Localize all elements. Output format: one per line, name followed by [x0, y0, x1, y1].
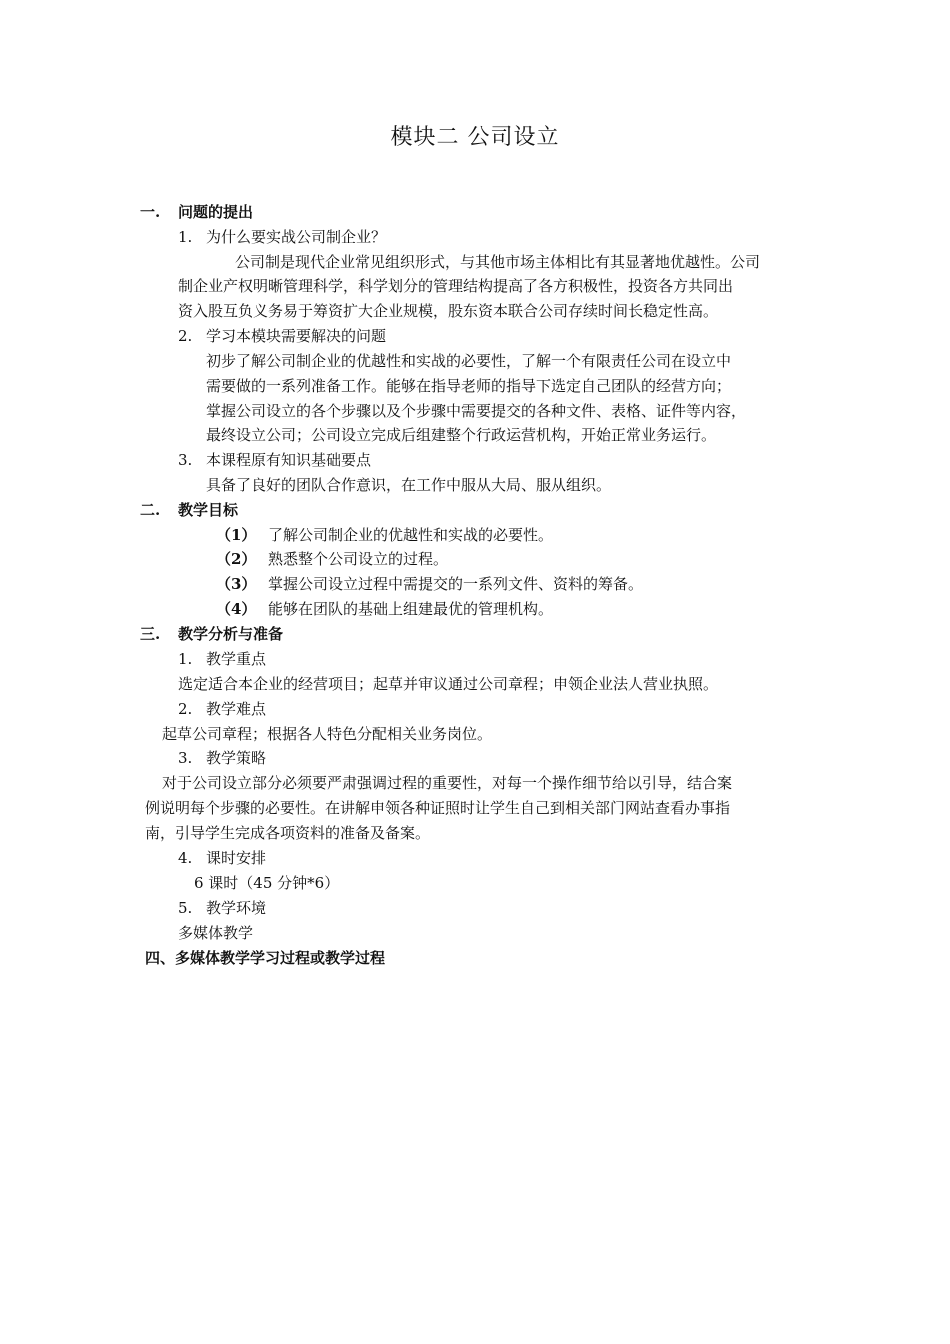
s3-item-5 [178, 898, 266, 918]
s3-item-4-label: 课时安排 [206, 849, 267, 867]
goal-text: 掌握公司设立过程中需提交的一系列文件、资料的筹备。 [268, 575, 644, 593]
s1-item-1-label: 为什么要实战公司制企业？ [206, 228, 387, 246]
s1-item-3-label: 本课程原有知识基础要点 [206, 451, 372, 469]
section-3-title: 教学分析与准备 [178, 625, 284, 643]
s1-item-1-number: 1. [178, 228, 193, 246]
goal-number: （4） [216, 600, 257, 618]
section-1-heading [140, 202, 253, 222]
s3-item-2 [178, 699, 266, 719]
goal-text: 能够在团队的基础上组建最优的管理机构。 [268, 600, 554, 618]
s3-item-3 [178, 748, 266, 768]
section-1-number: 一. [140, 203, 161, 221]
goal-number: （2） [216, 550, 257, 568]
s3-item-4-number: 4. [178, 849, 193, 867]
s3-item-1 [178, 649, 266, 669]
s1-item-1 [178, 227, 386, 247]
goal-number: （1） [216, 526, 257, 544]
s3-paragraph-4: 6 课时（45 分钟*6） [194, 874, 340, 892]
s3-item-5-label: 教学环境 [206, 899, 267, 917]
s3-item-4 [178, 848, 266, 868]
s3-paragraph-1: 选定适合本企业的经营项目；起草并审议通过公司章程；申领企业法人营业执照。 [178, 675, 719, 693]
s3-item-1-label: 教学重点 [206, 650, 267, 668]
s1-paragraph-2-line-4: 最终设立公司；公司设立完成后组建整个行政运营机构，开始正常业务运行。 [206, 426, 717, 444]
goal-text: 了解公司制企业的优越性和实战的必要性。 [268, 526, 554, 544]
s3-item-3-number: 3. [178, 749, 193, 767]
s1-item-3 [178, 450, 371, 470]
s1-paragraph-2-line-2: 需要做的一系列准备工作。能够在指导老师的指导下选定自己团队的经营方向； [206, 377, 732, 395]
goal-number: （3） [216, 575, 257, 593]
s3-item-1-number: 1. [178, 650, 193, 668]
section-2-number: 二. [140, 501, 161, 519]
s1-item-2-label: 学习本模块需要解决的问题 [206, 327, 387, 345]
s1-paragraph-2-line-3: 掌握公司设立的各个步骤以及个步骤中需要提交的各种文件、表格、证件等内容， [206, 402, 747, 420]
s1-item-3-number: 3. [178, 451, 193, 469]
s3-item-2-number: 2. [178, 700, 193, 718]
goal-text: 熟悉整个公司设立的过程。 [268, 550, 449, 568]
s3-paragraph-3-line-3: 南，引导学生完成各项资料的准备及备案。 [145, 824, 431, 842]
s1-item-2 [178, 326, 386, 346]
goal-item [216, 549, 448, 569]
s3-paragraph-3-line-1: 对于公司设立部分必须要严肃强调过程的重要性，对每一个操作细节给以引导，结合案 [162, 774, 733, 792]
goal-item [216, 599, 553, 619]
section-2-heading [140, 500, 238, 520]
section-4-heading: 四、多媒体教学学习过程或教学过程 [145, 949, 386, 967]
document-title: 模块二 公司设立 [390, 125, 560, 150]
s1-paragraph-1-line-2: 制企业产权明晰管理科学，科学划分的管理结构提高了各方积极性，投资各方共同出 [178, 277, 734, 295]
goal-item [216, 525, 553, 545]
section-2-title: 教学目标 [178, 501, 239, 519]
s1-paragraph-1-line-1: 公司制是现代企业常见组织形式，与其他市场主体相比有其显著地优越性。公司 [235, 253, 761, 271]
section-3-number: 三. [140, 625, 161, 643]
s1-item-2-number: 2. [178, 327, 193, 345]
s3-item-5-number: 5. [178, 899, 193, 917]
goal-item [216, 574, 643, 594]
s1-paragraph-3: 具备了良好的团队合作意识，在工作中服从大局、服从组织。 [206, 476, 612, 494]
s3-paragraph-2: 起草公司章程；根据各人特色分配相关业务岗位。 [162, 725, 493, 743]
section-1-title: 问题的提出 [178, 203, 254, 221]
s3-item-2-label: 教学难点 [206, 700, 267, 718]
s1-paragraph-1-line-3: 资入股互负义务易于筹资扩大企业规模，股东资本联合公司存续时间长稳定性高。 [178, 302, 719, 320]
s1-paragraph-2-line-1: 初步了解公司制企业的优越性和实战的必要性，了解一个有限责任公司在设立中 [206, 352, 732, 370]
s3-item-3-label: 教学策略 [206, 749, 267, 767]
section-3-heading [140, 624, 283, 644]
s3-paragraph-3-line-2: 例说明每个步骤的必要性。在讲解申领各种证照时让学生自己到相关部门网站查看办事指 [145, 799, 731, 817]
s3-paragraph-5: 多媒体教学 [178, 924, 254, 942]
